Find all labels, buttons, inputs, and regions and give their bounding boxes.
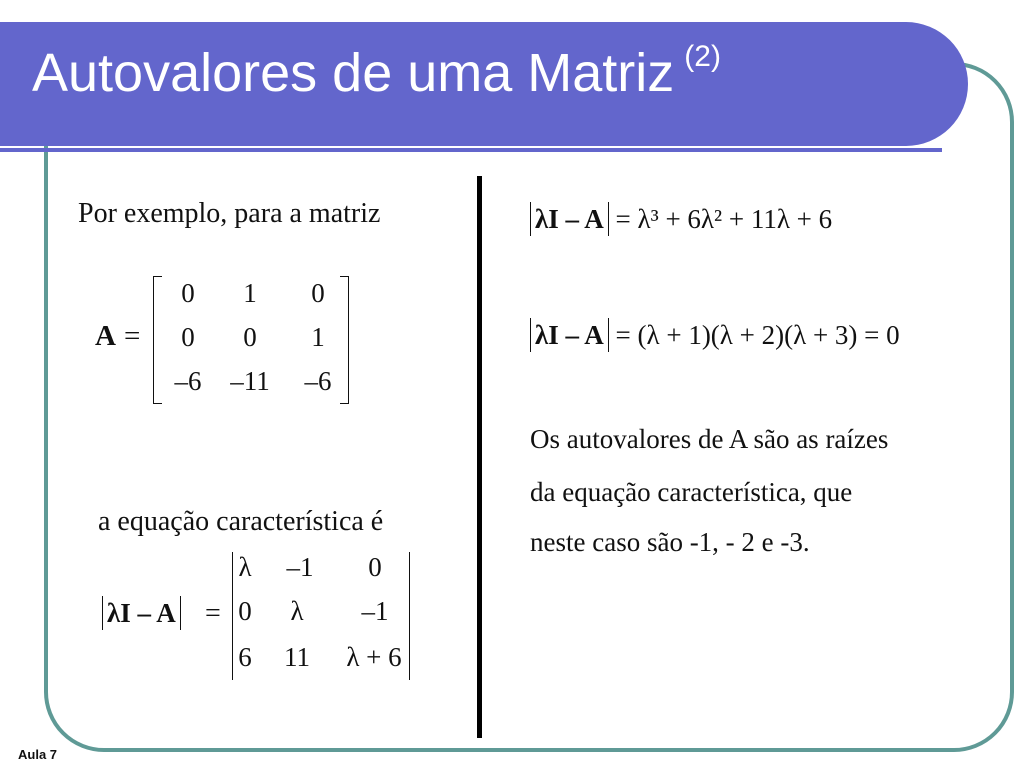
title-underline (0, 148, 942, 152)
slide-title: Autovalores de uma Matriz $^{(2)}$ (32, 40, 721, 103)
conclusion-line-2: da equação característica, que (530, 477, 853, 507)
matrix-cell: –6 (304, 366, 332, 396)
matrix-cell: 0 (181, 322, 195, 352)
det-cell: λ + 6 (346, 642, 402, 672)
det-cell: λ (290, 596, 304, 626)
slide-frame (44, 62, 1014, 752)
title-superscript: (2) (684, 40, 721, 73)
matrix-cell: 1 (311, 322, 325, 352)
det-cell: –1 (286, 552, 314, 582)
det-lhs (102, 596, 181, 630)
eq1-rhs: = λ³ + 6λ² + 11λ + 6 (615, 204, 833, 234)
matrix-cell: –11 (230, 366, 270, 396)
det-lhs-abs: λI – A (102, 596, 181, 630)
char-eq-intro: a equação característica é (98, 506, 384, 537)
eq2-lhs: λI – A (530, 318, 609, 352)
det-equals: = (205, 598, 221, 629)
char-poly-equation (530, 202, 832, 236)
conclusion-line-1: Os autovalores de A são as raízes (530, 424, 889, 454)
matrix-cell: 0 (181, 278, 195, 308)
footer-label: Aula 7 (18, 747, 58, 762)
matrix-cell: –6 (174, 366, 202, 396)
det-matrix (232, 552, 410, 680)
det-cell: 6 (238, 642, 252, 672)
det-cell: 0 (368, 552, 382, 582)
intro-text: Por exemplo, para a matriz (78, 198, 381, 229)
matrix-equals: = (124, 320, 141, 352)
conclusion-line-3: neste caso são -1, - 2 e -3. (530, 527, 810, 557)
det-cell: –1 (361, 596, 389, 626)
eq1-lhs: λI – A (530, 202, 609, 236)
matrix-label: A (95, 320, 116, 352)
matrix-cell: 1 (243, 278, 257, 308)
factored-equation (530, 318, 900, 352)
matrix-cell: 0 (311, 278, 325, 308)
column-divider (477, 176, 482, 738)
det-cell: λ (238, 552, 252, 582)
det-cell: 0 (238, 596, 252, 626)
det-cell: 11 (284, 642, 310, 672)
eq2-rhs: = (λ + 1)(λ + 2)(λ + 3) = 0 (615, 320, 900, 350)
matrix-cell: 0 (243, 322, 257, 352)
matrix-A (153, 276, 349, 404)
